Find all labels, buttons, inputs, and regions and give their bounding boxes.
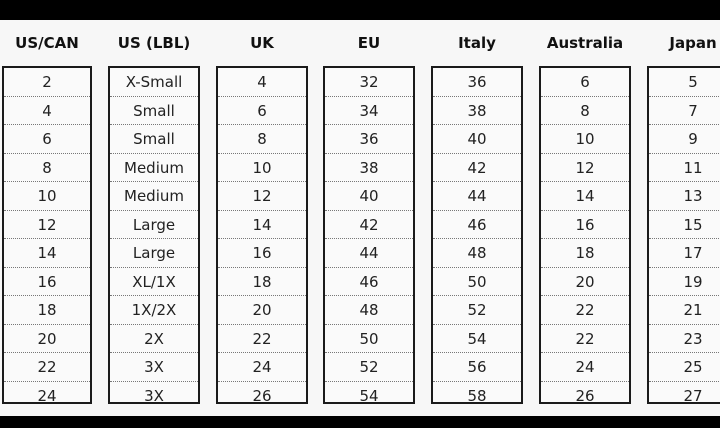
table-cell: Large xyxy=(110,211,198,240)
column-box xyxy=(108,66,200,404)
table-cell: 12 xyxy=(218,182,306,211)
table-cell: 25 xyxy=(649,353,720,382)
table-cell: 23 xyxy=(649,325,720,354)
table-cell: Small xyxy=(110,125,198,154)
column-box xyxy=(216,66,308,404)
table-cell: 8 xyxy=(218,125,306,154)
table-cell: 12 xyxy=(4,211,90,240)
column-header: Japan xyxy=(669,34,717,52)
column-box xyxy=(2,66,92,404)
table-cell: 22 xyxy=(541,325,629,354)
table-cell: 1X/2X xyxy=(110,296,198,325)
table-cell: 6 xyxy=(218,97,306,126)
table-cell: 13 xyxy=(649,182,720,211)
table-cell: 38 xyxy=(325,154,413,183)
table-cell: 40 xyxy=(325,182,413,211)
table-cell: 8 xyxy=(541,97,629,126)
table-cell: 22 xyxy=(218,325,306,354)
table-cell: 24 xyxy=(37,386,57,405)
table-cell: 6 xyxy=(4,125,90,154)
table-cell: 36 xyxy=(433,68,521,97)
table-cell: 26 xyxy=(575,386,595,405)
table-cell: 40 xyxy=(433,125,521,154)
table-cell: X-Small xyxy=(110,68,198,97)
column-header: EU xyxy=(357,34,381,52)
table-cell: 4 xyxy=(4,97,90,126)
table-cell: 54 xyxy=(433,325,521,354)
table-cell: 6 xyxy=(541,68,629,97)
table-cell: 50 xyxy=(433,268,521,297)
table-cell: 54 xyxy=(359,386,379,405)
table-cell: 20 xyxy=(218,296,306,325)
table-cell: 27 xyxy=(683,386,703,405)
table-cell: 9 xyxy=(649,125,720,154)
table-cell: 10 xyxy=(218,154,306,183)
table-cell: XL/1X xyxy=(110,268,198,297)
table-cell: 10 xyxy=(4,182,90,211)
column-header: Australia xyxy=(546,34,624,52)
column-us-can xyxy=(2,20,92,416)
column-header: US (LBL) xyxy=(117,34,191,52)
table-cell: 7 xyxy=(649,97,720,126)
column-box xyxy=(539,66,631,404)
table-cell: 22 xyxy=(541,296,629,325)
table-cell: 46 xyxy=(433,211,521,240)
table-cell: 38 xyxy=(433,97,521,126)
table-cell: 18 xyxy=(541,239,629,268)
column-box xyxy=(431,66,523,404)
column-italy xyxy=(431,20,523,416)
table-cell: 14 xyxy=(541,182,629,211)
table-cell: 44 xyxy=(433,182,521,211)
table-cell: 21 xyxy=(649,296,720,325)
table-cell: 16 xyxy=(4,268,90,297)
table-cell: 48 xyxy=(325,296,413,325)
table-cell: 15 xyxy=(649,211,720,240)
table-cell: 46 xyxy=(325,268,413,297)
table-cell: Small xyxy=(110,97,198,126)
table-cell: 36 xyxy=(325,125,413,154)
table-cell: 24 xyxy=(541,353,629,382)
table-cell: 19 xyxy=(649,268,720,297)
table-cell: 8 xyxy=(4,154,90,183)
table-cell: Medium xyxy=(110,154,198,183)
table-cell: 4 xyxy=(218,68,306,97)
table-cell: 34 xyxy=(325,97,413,126)
table-cell: 11 xyxy=(649,154,720,183)
table-cell: 10 xyxy=(541,125,629,154)
table-cell: 2X xyxy=(110,325,198,354)
table-cell: 24 xyxy=(218,353,306,382)
table-cell: 14 xyxy=(4,239,90,268)
table-cell: 16 xyxy=(218,239,306,268)
column-header: Italy xyxy=(458,34,496,52)
table-cell: Medium xyxy=(110,182,198,211)
table-cell: 3X xyxy=(110,353,198,382)
table-cell: 48 xyxy=(433,239,521,268)
table-cell: 14 xyxy=(218,211,306,240)
table-cell: 42 xyxy=(433,154,521,183)
table-cell: 5 xyxy=(649,68,720,97)
table-cell: 42 xyxy=(325,211,413,240)
table-cell: 3X xyxy=(144,386,164,405)
column-eu xyxy=(323,20,415,416)
table-cell: 2 xyxy=(4,68,90,97)
column-us-lbl xyxy=(108,20,200,416)
table-cell: 18 xyxy=(218,268,306,297)
column-uk xyxy=(216,20,308,416)
column-australia xyxy=(539,20,631,416)
column-box xyxy=(647,66,720,404)
table-cell: 44 xyxy=(325,239,413,268)
table-cell: 22 xyxy=(4,353,90,382)
column-header: UK xyxy=(250,34,274,52)
table-cell: 12 xyxy=(541,154,629,183)
table-cell: 50 xyxy=(325,325,413,354)
table-cell: 18 xyxy=(4,296,90,325)
table-cell: 52 xyxy=(325,353,413,382)
column-box xyxy=(323,66,415,404)
table-cell: 26 xyxy=(252,386,272,405)
table-cell: 16 xyxy=(541,211,629,240)
column-header: US/CAN xyxy=(15,34,79,52)
table-cell: 52 xyxy=(433,296,521,325)
table-cell: 20 xyxy=(4,325,90,354)
table-cell: Large xyxy=(110,239,198,268)
size-conversion-chart xyxy=(0,20,720,416)
table-cell: 58 xyxy=(467,386,487,405)
table-cell: 32 xyxy=(325,68,413,97)
table-cell: 56 xyxy=(433,353,521,382)
table-cell: 17 xyxy=(649,239,720,268)
table-cell: 20 xyxy=(541,268,629,297)
column-japan xyxy=(647,20,720,416)
